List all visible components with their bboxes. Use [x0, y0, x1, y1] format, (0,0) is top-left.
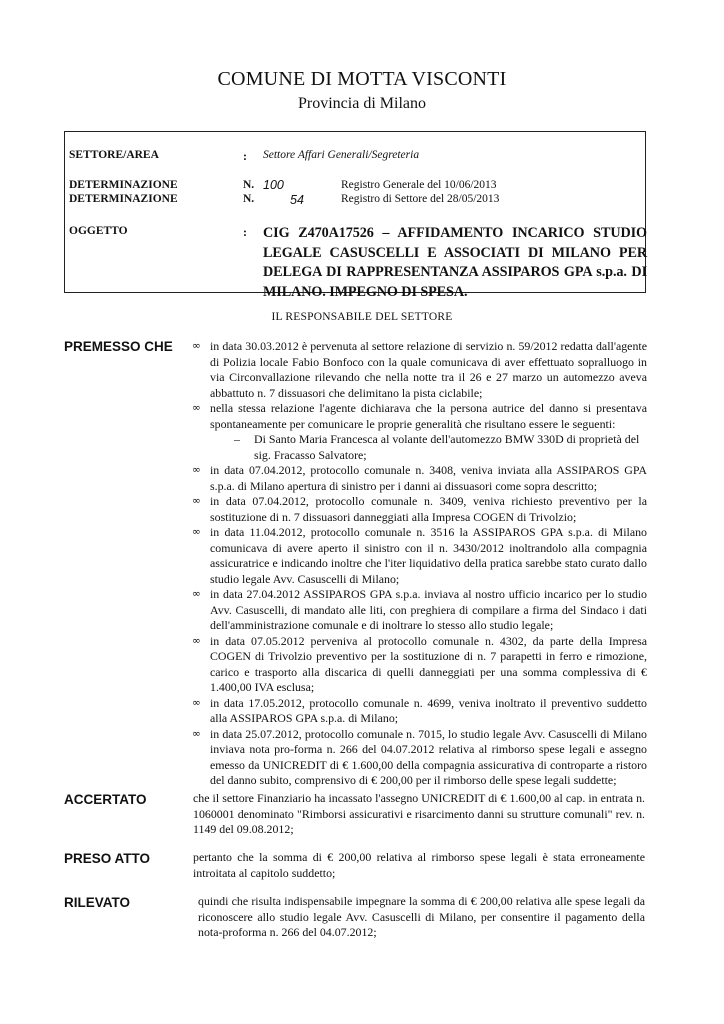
- infinity-bullet-icon: ∞: [192, 495, 201, 507]
- premessa-text: in data 11.04.2012, protocollo comunale n. 3516 la ASSIPAROS GPA s.p.a. di Milano comunicava di avere aperto il sinistro con il n. 3430/2012 inoltrandolo alla compagnia assicuratrice e indicando inoltre che l'iter liquidativo della pratica sarebbe stato curato dallo studio legale Avv. Casuscelli di Milano;: [210, 525, 647, 586]
- det1-number: 100: [263, 178, 284, 192]
- settore-label: SETTORE/AREA: [69, 149, 159, 161]
- preso-atto-text: pertanto che la somma di € 200,00 relativa al rimborso spese legali è stata erroneamente introitata al capitolo suddetto;: [193, 850, 645, 880]
- list-item: [192, 727, 647, 789]
- list-item: [192, 634, 647, 696]
- oggetto-label: OGGETTO: [69, 225, 128, 237]
- accertato-label: ACCERTATO: [64, 792, 147, 807]
- rilevato-text: quindi che risulta indispensabile impegnare la somma di € 200,00 relativa alle spese legali da riconoscere allo studio legale Avv. Casuscelli di Milano, per consentire il pagamento della nota-proforma n. 266 del 04.07.2012;: [198, 894, 645, 939]
- infinity-bullet-icon: ∞: [192, 588, 201, 600]
- infinity-bullet-icon: ∞: [192, 696, 201, 709]
- det1-n-label: N.: [243, 179, 255, 191]
- premessa-text: in data 25.07.2012, protocollo comunale n. 7015, lo studio legale Avv. Casuscelli di Milano inviava nota pro-forma n. 266 del 04.07.2012 relativa al rimborso spese legali e assegno emesso da UNICREDIT di € 1.600,00 della compagnia assicurativa di controparte a ristoro del danno subito, comprensivo di € 200,00 per il rimborso delle spese legali suddette;: [210, 726, 647, 787]
- infinity-bullet-icon: ∞: [192, 634, 201, 647]
- det1-registro: Registro Generale del 10/06/2013: [341, 179, 497, 191]
- list-item: [192, 587, 647, 634]
- list-item: [192, 339, 647, 401]
- premessa-text: in data 07.04.2012, protocollo comunale n. 3408, veniva inviata alla ASSIPAROS GPA s.p.a. di Milano apertura di sinistro per i danni ai dissuasori come sopra descritto;: [210, 463, 647, 493]
- det2-registro: Registro di Settore del 28/05/2013: [341, 193, 500, 205]
- province-subtitle: Provincia di Milano: [298, 95, 426, 112]
- premessa-text: in data 07.04.2012, protocollo comunale n. 3409, veniva richiesto preventivo per la sostituzione di n. 7 dissuasori danneggiati alla Impresa COGEN di Trivolzio;: [210, 494, 647, 524]
- det2-n-label: N.: [243, 193, 255, 205]
- premessa-text: in data 27.04.2012 ASSIPAROS GPA s.p.a. inviava al nostro ufficio incarico per lo studio Avv. Casuscelli, di mandato alle liti, con preghiera di compilare a firma del Sindaco i dati dell'amministrazione comunale e di inoltrare lo stesso allo studio legale;: [210, 587, 647, 632]
- preso-atto-label: PRESO ATTO: [64, 851, 151, 866]
- premessa-text: in data 30.03.2012 è pervenuta al settore relazione di servizio n. 59/2012 redatta dall'agente di Polizia locale Fabio Bonfoco con la quale comunicava di aver effettuato sopralluogo in via Circonvallazione rilevando che nella notte tra il 26 e 27 marzo un automezzo aveva abbattuto n. 7 dissuasori che delimitano la pista ciclabile;: [210, 339, 647, 400]
- municipality-title: COMUNE DI MOTTA VISCONTI: [217, 68, 507, 90]
- infinity-bullet-icon: ∞: [192, 402, 201, 414]
- dash-bullet-icon: –: [234, 432, 240, 446]
- accertato-text: che il settore Finanziario ha incassato l'assegno UNICREDIT di € 1.600,00 al cap. in entrata n. 1060001 denominato "Rimborsi assicurativi e risarcimento danni su strutture comunali" rev. n. 1149 del 09.08.2012;: [193, 791, 645, 836]
- oggetto-colon: :: [243, 225, 247, 239]
- list-item: [192, 525, 647, 587]
- list-item: [192, 401, 647, 432]
- det2-number: 54: [290, 193, 304, 207]
- rilevato-label: RILEVATO: [64, 895, 131, 910]
- settore-value: Settore Affari Generali/Segreteria: [263, 149, 420, 161]
- infinity-bullet-icon: ∞: [192, 727, 201, 740]
- responsabile-heading: IL RESPONSABILE DEL SETTORE: [271, 311, 453, 323]
- determination-info-box: [64, 131, 647, 300]
- settore-colon: :: [243, 149, 247, 163]
- determinazione-label-2: DETERMINAZIONE: [69, 193, 178, 205]
- premesso-che-label: PREMESSO CHE: [64, 339, 173, 354]
- premessa-text: nella stessa relazione l'agente dichiarava che la persona autrice del danno si presentava spontaneamente per comunicare le proprie generalità che risultano essere le seguenti:: [210, 401, 647, 431]
- oggetto-value: CIG Z470A17526 – AFFIDAMENTO INCARICO STUDIO LEGALE CASUSCELLI E ASSOCIATI DI MILANO PER DELEGA DI RAPPRESENTANZA ASSIPAROS GPA s.p.a. DI MILANO. IMPEGNO DI SPESA.: [263, 225, 647, 300]
- premessa-text: in data 07.05.2012 perveniva al protocollo comunale n. 4302, da parte della Impresa COGEN di Trivolzio preventivo per la sostituzione di n. 7 parapetti in ferro e rimozione, carico e trasporto alla discarica di quelli danneggiati per una somma complessiva di € 1.400,00 IVA esclusa;: [210, 633, 647, 694]
- premessa-text: in data 17.05.2012, protocollo comunale n. 4699, veniva inoltrato il preventivo suddetto alla ASSIPAROS GPA s.p.a. di Milano;: [210, 695, 647, 725]
- subitem-text: Di Santo Maria Francesca al volante dell'automezzo BMW 330D di proprietà del sig. Fracasso Salvatore;: [254, 432, 640, 462]
- list-subitem: [192, 432, 647, 463]
- list-item: [192, 494, 647, 525]
- list-item: [192, 463, 647, 494]
- infinity-bullet-icon: ∞: [192, 464, 201, 476]
- premesse-list: [192, 339, 647, 789]
- list-item: [192, 696, 647, 727]
- infinity-bullet-icon: ∞: [192, 340, 201, 352]
- determinazione-label-1: DETERMINAZIONE: [69, 179, 178, 191]
- infinity-bullet-icon: ∞: [192, 526, 201, 538]
